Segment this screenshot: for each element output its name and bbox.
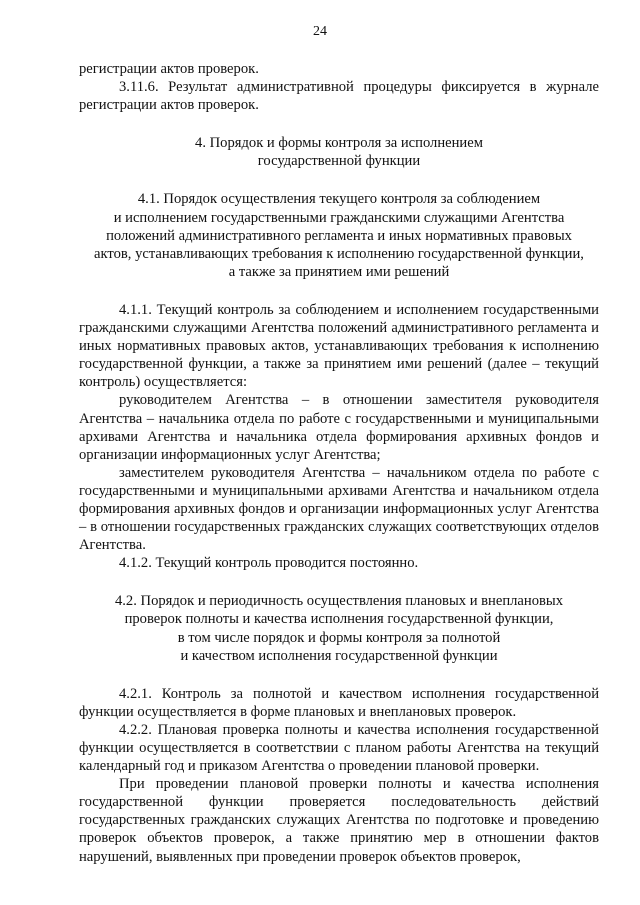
heading-line: в том числе порядок и формы контроля за полнотой xyxy=(177,629,501,646)
page-number: 24 xyxy=(313,24,327,39)
paragraph: 4.2.1. Контроль за полнотой и качеством исполнения государственной функции осуществляется в форме плановых и внеплановых проверок. xyxy=(79,685,599,720)
heading-line: 4. Порядок и формы контроля за исполнением xyxy=(195,135,483,152)
heading-line: проверок полноты и качества исполнения государственной функции, xyxy=(124,611,554,628)
heading-line: положений административного регламента и иных нормативных правовых xyxy=(106,227,572,244)
paragraph: руководителем Агентства – в отношении заместителя руководителя Агентства – начальника отдела по работе с государственными и муниципальными архивами Агентства и начальника отдела формирования архивных фондов и организации информационных услуг Агентства; xyxy=(79,392,599,463)
paragraph: заместителем руководителя Агентства – начальником отдела по работе с государственными и муниципальными архивами Агентства и начальником отдела формирования архивных фондов и организации информационных услуг Агентства – в отношении государственных гражданских служащих соответствующих отделов Агентства. xyxy=(79,464,599,554)
heading-line: государственной функции xyxy=(257,153,421,170)
heading-line: и исполнением государственными гражданскими служащими Агентства xyxy=(113,209,565,226)
heading-line: и качеством исполнения государственной функции xyxy=(180,647,498,664)
paragraph: 4.1.2. Текущий контроль проводится постоянно. xyxy=(119,555,419,572)
heading-line: а также за принятием ими решений xyxy=(228,263,450,280)
paragraph: 4.1.1. Текущий контроль за соблюдением и исполнением государственными гражданскими служащими Агентства положений административного регламента и иных нормативных правовых актов, устанавливающих требования к исполнению государственной функции, а также за принятием ими решений (далее – текущий контроль) осуществляется: xyxy=(79,301,599,391)
heading-line: 4.1. Порядок осуществления текущего контроля за соблюдением xyxy=(137,191,541,208)
paragraph: 3.11.6. Результат административной процедуры фиксируется в журнале регистрации актов проверок. xyxy=(79,79,599,114)
heading-line: актов, устанавливающих требования к исполнению государственной функции, xyxy=(94,245,584,262)
paragraph: При проведении плановой проверки полноты и качества исполнения государственной функции проверяется последовательность действий государственных гражданских служащих Агентства по подготовке и проведению проверок объектов проверок, а также принятию мер в отношении фактов нарушений, выявленных при проведении проверок объектов проверок, xyxy=(79,776,599,865)
section-heading-4-1 xyxy=(79,190,599,280)
section-heading-4-2 xyxy=(79,592,599,664)
document-body xyxy=(79,60,599,866)
heading-line: 4.2. Порядок и периодичность осуществления плановых и внеплановых xyxy=(114,593,564,610)
paragraph: 4.2.2. Плановая проверка полноты и качества исполнения государственной функции осуществляется в соответствии с планом работы Агентства на текущий календарный год и приказом Агентства о проведении плановой проверки. xyxy=(79,721,599,775)
paragraph: регистрации актов проверок. xyxy=(79,61,259,77)
section-heading-4 xyxy=(79,134,599,170)
